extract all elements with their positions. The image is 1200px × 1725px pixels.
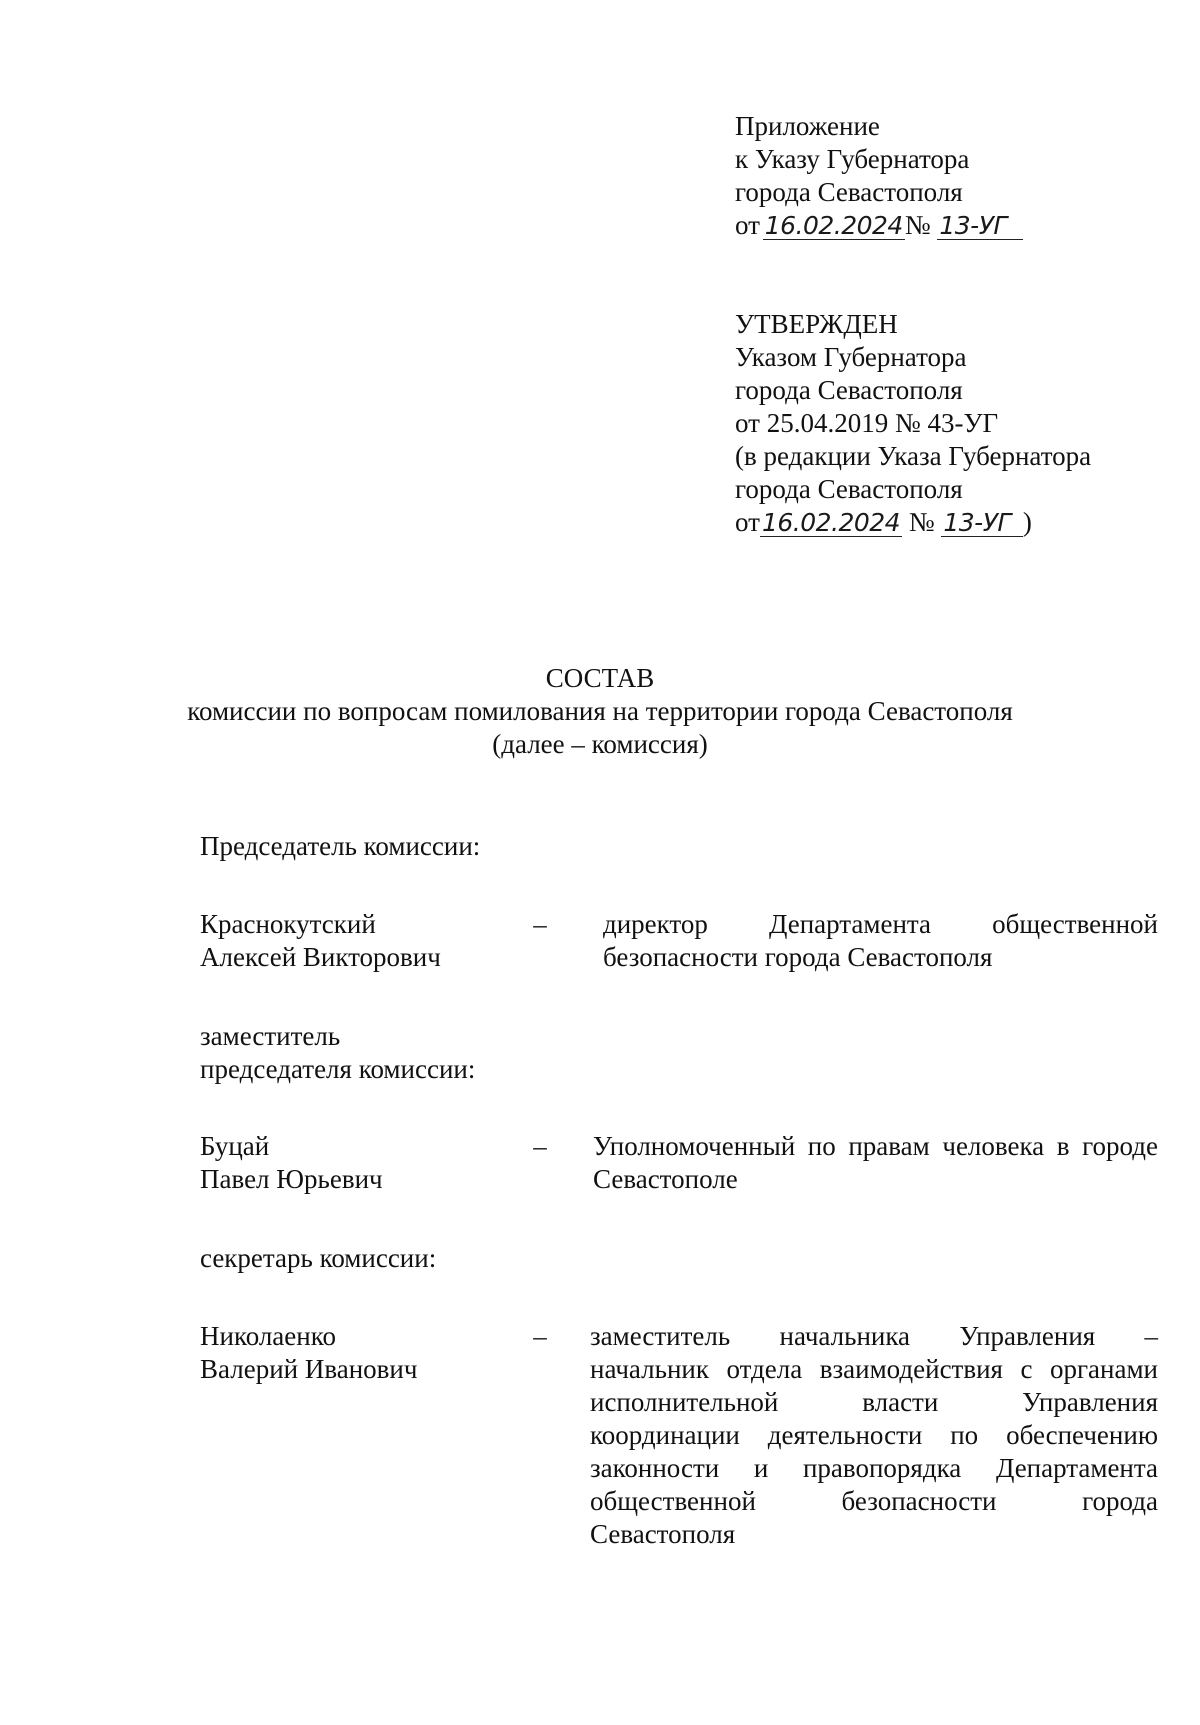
role-line: Севастополе: [593, 1164, 738, 1194]
deputy-heading-line-2: председателя комиссии:: [200, 1054, 476, 1084]
member-given-names: Павел Юрьевич: [200, 1164, 383, 1194]
appendix-line-3: города Севастополя: [735, 177, 963, 207]
role-line: начальник отдела взаимодействия с органами: [590, 1354, 1158, 1384]
document-subtitle-note: (далее – комиссия): [492, 729, 708, 759]
member-deputy-role: [593, 1130, 1158, 1196]
member-chair-role: [603, 908, 1158, 974]
approved-line-5: (в редакции Указа Губернатора: [735, 441, 1092, 471]
appendix-line-2: к Указу Губернатора: [735, 144, 970, 174]
appendix-line-1: Приложение: [735, 111, 880, 141]
member-dash: –: [533, 909, 547, 939]
member-surname: Буцай: [200, 1131, 270, 1161]
deputy-heading-line-1: заместитель: [200, 1021, 341, 1051]
approved-date-prefix: от: [735, 507, 760, 537]
member-dash: –: [533, 1131, 547, 1161]
member-given-names: Валерий Иванович: [200, 1354, 418, 1384]
approved-line-3: города Севастополя: [735, 375, 963, 405]
member-chair-name: [200, 908, 530, 974]
member-surname: Краснокутский: [200, 909, 376, 939]
member-secretary-name: [200, 1320, 530, 1386]
role-line: общественной безопасности города: [590, 1486, 1158, 1516]
secretary-heading: секретарь комиссии:: [200, 1243, 437, 1273]
member-surname: Николаенко: [200, 1321, 336, 1351]
appendix-date-prefix: от: [735, 210, 760, 240]
appendix-number: 13-УГ: [937, 213, 1023, 240]
role-line: безопасности города Севастополя: [603, 942, 993, 972]
role-line: Севастополя: [590, 1519, 736, 1549]
approved-no-sign: №: [908, 507, 935, 537]
appendix-no-sign: №: [904, 210, 931, 240]
member-deputy-name: [200, 1130, 530, 1196]
approved-date: 16.02.2024: [761, 508, 901, 537]
member-secretary-role: [590, 1320, 1158, 1551]
approved-line-2: Указом Губернатора: [735, 342, 967, 372]
approved-close-paren: ): [1022, 507, 1032, 537]
approved-block: [735, 308, 1175, 539]
role-line: координации деятельности по обеспечению: [590, 1420, 1158, 1450]
document-subtitle: комиссии по вопросам помилования на территории города Севастополя: [187, 696, 1013, 726]
role-line: директор Департамента общественной: [603, 909, 1158, 939]
role-line: исполнительной власти Управления: [590, 1387, 1158, 1417]
appendix-date: 16.02.2024: [764, 211, 903, 240]
approved-date-line: [735, 506, 1175, 539]
member-given-names: Алексей Викторович: [200, 942, 441, 972]
approved-number: 13-УГ: [941, 510, 1023, 537]
approved-line-6: города Севастополя: [735, 474, 963, 504]
role-line: Уполномоченный по правам человека в городе: [593, 1131, 1158, 1161]
chair-heading: Председатель комиссии:: [200, 831, 481, 861]
approved-line-4: от 25.04.2019 № 43-УГ: [735, 408, 999, 438]
approved-line-1: УТВЕРЖДЕН: [735, 309, 898, 339]
document-title: СОСТАВ: [545, 663, 655, 693]
appendix-date-line: [735, 209, 1155, 242]
appendix-block: [735, 110, 1155, 242]
deputy-heading: [200, 1020, 475, 1086]
role-line: заместитель начальника Управления –: [590, 1321, 1158, 1351]
member-dash: –: [533, 1321, 547, 1351]
role-line: законности и правопорядка Департамента: [590, 1453, 1158, 1483]
